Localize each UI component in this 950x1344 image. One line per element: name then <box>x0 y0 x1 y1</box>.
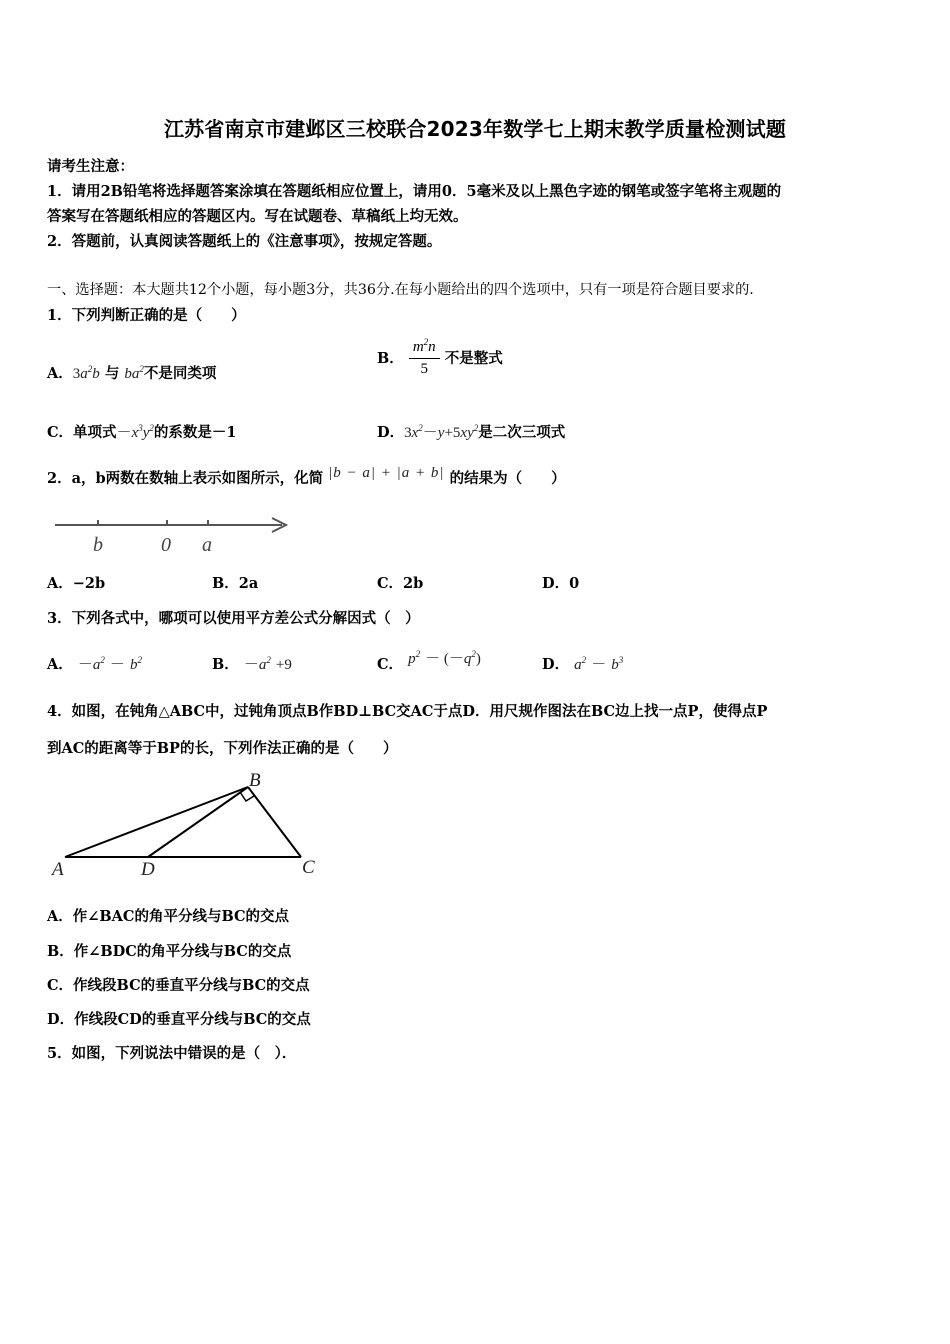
question-5-stem: 5．如图，下列说法中错误的是（ ）． <box>47 1045 297 1062</box>
label-c: C <box>302 857 315 878</box>
question-3-stem: 3．下列各式中，哪项可以使用平方差公式分解因式（ ） <box>47 610 420 627</box>
question-2-option-d: D．0 <box>542 575 580 592</box>
question-2-option-a: A．−2b <box>47 575 106 592</box>
option-d-label: D． <box>377 424 405 441</box>
question-2-option-b: B．2a <box>212 575 259 592</box>
question-2-stem-pre: 2．a，b两数在数轴上表示如图所示，化简 <box>47 470 324 487</box>
option-a-label: A． <box>47 656 73 673</box>
option-d-label: D． <box>542 656 570 673</box>
fraction-m2n-over-5: $\frac{m^2n}{5}$ <box>409 337 440 378</box>
question-4-stem-line-1: 4．如图，在钝角△ABC中，过钝角顶点B作BD⊥BC交AC于点D．用尺规作图法在BC边上找一点P，使得点P <box>47 703 768 720</box>
option-c-label: C． <box>377 656 404 673</box>
axis-label-a: a <box>202 534 212 556</box>
axis-label-0: 0 <box>161 534 171 556</box>
option-c-label: C．单项式 <box>47 424 117 441</box>
option-a-text-2: 不是同类项 <box>143 365 217 382</box>
abs-expression: |b − a| + |a + b| <box>328 465 445 481</box>
option-a-label: A． <box>47 365 73 382</box>
segment-bd <box>148 787 248 857</box>
question-3-option-d: D． $a^2 - b^3$ <box>542 655 624 673</box>
question-2-option-c: C．2b <box>377 575 424 592</box>
axis-label-b: b <box>93 534 103 556</box>
question-4-option-b: B．作∠BDC的角平分线与BC的交点 <box>47 943 292 960</box>
question-4-option-c: C．作线段BC的垂直平分线与BC的交点 <box>47 977 310 994</box>
question-2-stem-post: 的结果为（ ） <box>449 470 566 487</box>
notice-item-1-line-1: 1．请用2B铅笔将选择题答案涂填在答题纸相应位置上，请用0．5毫米及以上黑色字迹的钢笔或签字笔将主观题的 <box>47 183 782 200</box>
question-1-option-c: C．单项式$-x^3y^2$的系数是－1 <box>47 423 237 441</box>
question-1-stem: 1．下列判断正确的是（ ） <box>47 307 246 324</box>
label-b: B <box>249 770 261 791</box>
question-3-option-a: A． $-a^2 - b^2$ <box>47 655 142 673</box>
number-line-figure <box>50 510 300 560</box>
label-a: A <box>52 859 64 880</box>
notice-heading: 请考生注意： <box>47 158 134 175</box>
option-a-text-1: 与 <box>104 365 120 382</box>
option-b-label: B． <box>212 656 239 673</box>
question-1-option-d: D．$3x^2-y+5xy^2$是二次三项式 <box>377 423 566 441</box>
page-title: 江苏省南京市建邺区三校联合2023年数学七上期末教学质量检测试题 <box>163 117 787 141</box>
question-1-option-a: A．$3a^2b$ 与 $ba^2$不是同类项 <box>47 364 217 382</box>
triangle-figure <box>48 767 328 882</box>
option-b-text: 不是整式 <box>444 350 503 367</box>
label-d: D <box>141 859 155 880</box>
notice-item-2: 2．答题前，认真阅读答题纸上的《注意事项》，按规定答题。 <box>47 233 442 250</box>
question-1-option-b <box>377 337 503 378</box>
question-2-stem <box>47 467 566 488</box>
question-4-option-d: D．作线段CD的垂直平分线与BC的交点 <box>47 1011 311 1028</box>
option-d-text: 是二次三项式 <box>478 424 566 441</box>
section-heading: 一、选择题：本大题共12个小题，每小题3分，共36分.在每小题给出的四个选项中，只有一项是符合题目要求的. <box>47 282 754 298</box>
option-c-text: 的系数是－1 <box>153 424 237 441</box>
question-3-option-b: B． $-a^2 +9$ <box>212 655 292 673</box>
question-4-stem-line-2: 到AC的距离等于BP的长，下列作法正确的是（ ） <box>47 740 398 757</box>
notice-item-1-line-2: 答案写在答题纸相应的答题区内。写在试题卷、草稿纸上均无效。 <box>47 208 468 225</box>
question-4-option-a: A．作∠BAC的角平分线与BC的交点 <box>47 908 290 925</box>
segment-bc <box>248 787 301 857</box>
segment-ab <box>65 787 248 857</box>
option-b-label: B． <box>377 350 404 367</box>
question-3-option-c: C． $p^2 - (-q^2)$ <box>377 649 481 673</box>
